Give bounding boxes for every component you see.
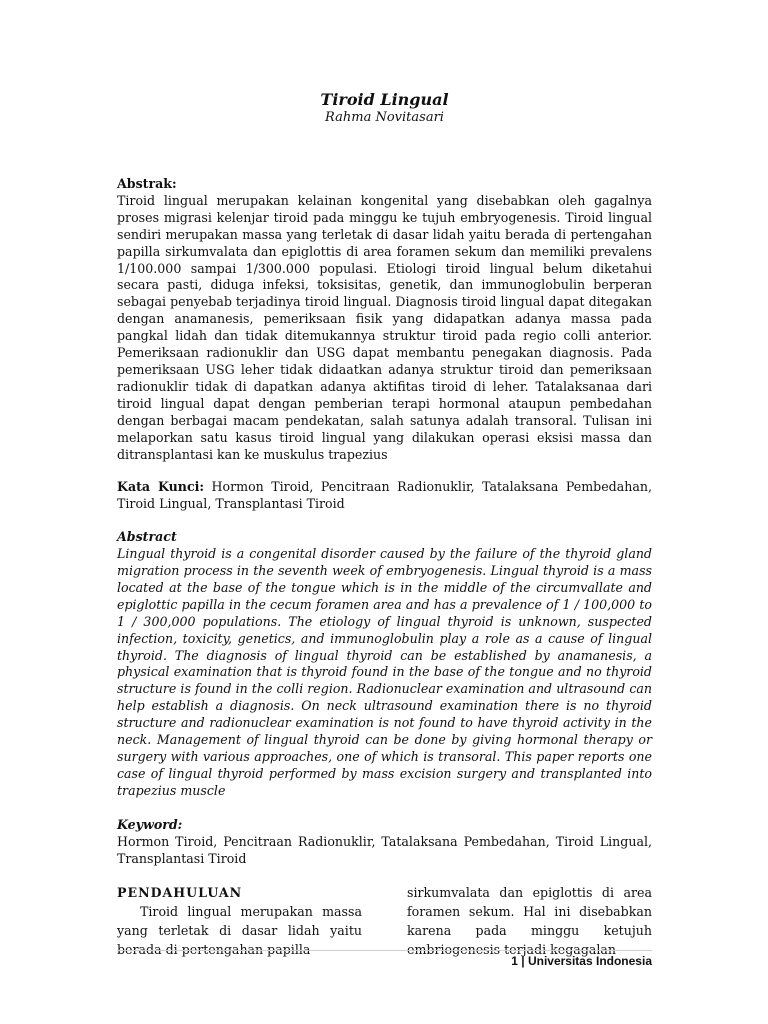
keyword-heading: Keyword: — [117, 816, 183, 832]
abstrak-section — [117, 176, 652, 463]
kata-kunci-text: Hormon Tiroid, Pencitraan Radionuklir, Tatalaksana Pembedahan, Tiroid Lingual, Transplantasi Tiroid — [117, 479, 652, 512]
abstrak-heading: Abstrak: — [117, 176, 177, 191]
footer-page-label: 1 | Universitas Indonesia — [511, 954, 652, 968]
pendahuluan-columns — [117, 883, 652, 959]
keyword-section — [117, 817, 652, 868]
pendahuluan-text-right: sirkumvalata dan epiglottis di area foramen sekum. Hal ini disebabkan karena pada minggu ketujuh embriogenesis terjadi kegagalan — [407, 885, 652, 958]
kata-kunci-section — [117, 479, 652, 513]
abstract-en-heading: Abstract — [117, 529, 177, 545]
kata-kunci-label: Kata Kunci: — [117, 479, 205, 495]
pendahuluan-heading: PENDAHULUAN — [117, 885, 243, 901]
pendahuluan-column-left — [117, 883, 362, 959]
page-footer — [117, 950, 652, 968]
abstract-en-text: Lingual thyroid is a congenital disorder caused by the failure of the thyroid gland migration process in the seventh week of embryogenesis. Lingual thyroid is a mass located at the base of the tongue which is in the middle of the circumvallate and epiglottic papilla in the cecum foramen area and has a prevalence of 1 / 100,000 to 1 / 300,000 populations. The etiology of lingual thyroid is unknown, suspected infection, toxicity, genetics, and immunoglobulin play a role as a cause of lingual thyroid. The diagnosis of lingual thyroid can be established by anamanesis, a physical examination that is thyroid found in the base of the tongue and no thyroid structure is found in the colli region. Radionuclear examination and ultrasound can help establish a diagnosis. On neck ultrasound examination there is no thyroid structure and radionuclear examination is not found to have thyroid activity in the neck. Management of lingual thyroid can be done by giving hormonal therapy or surgery with various approaches, one of which is transoral. This paper reports one case of lingual thyroid performed by mass excision surgery and transplanted into trapezius muscle — [117, 546, 652, 798]
paper-page — [117, 90, 652, 959]
abstrak-text: Tiroid lingual merupakan kelainan kongenital yang disebabkan oleh gagalnya proses migrasi kelenjar tiroid pada minggu ke tujuh embryogenesis. Tiroid lingual sendiri merupakan massa yang terletak di dasar lidah yaitu berada di pertengahan papilla sirkumvalata dan epiglottis di area foramen sekum dan memiliki prevalens 1/100.000 sampai 1/300.000 populasi. Etiologi tiroid lingual belum diketahui secara pasti, diduga infeksi, toksisitas, genetik, dan immunoglobulin berperan sebagai penyebab terjadinya tiroid lingual. Diagnosis tiroid lingual dapat ditegakan dengan anamanesis, pemeriksaan fisik yang didapatkan adanya massa pada pangkal lidah dan tidak ditemukannya struktur tiroid pada regio colli anterior. Pemeriksaan radionuklir dan USG dapat membantu penegakan diagnosis. Pada pemeriksaan USG leher tidak didaatkan adanya struktur tiroid dan pemeriksaan radionuklir tidak di dapatkan adanya aktifitas tiroid di leher. Tatalaksanaa dari tiroid lingual dapat dengan pemberian terapi hormonal ataupun pembedahan dengan berbagai macam pendekatan, salah satunya adalah transoral. Tulisan ini melaporkan satu kasus tiroid lingual yang dilakukan operasi eksisi massa dan ditransplantasi kan ke muskulus trapezius — [117, 192, 652, 462]
abstract-en-section — [117, 529, 652, 800]
pendahuluan-column-right — [407, 883, 652, 959]
author-name: Rahma Novitasari — [325, 110, 444, 125]
keyword-text: Hormon Tiroid, Pencitraan Radionuklir, Tatalaksana Pembedahan, Tiroid Lingual, Transplantasi Tiroid — [117, 833, 652, 866]
pendahuluan-text-left: Tiroid lingual merupakan massa yang terletak di dasar lidah yaitu berada di pertengahan papilla — [117, 904, 362, 958]
paper-title: Tiroid Lingual — [320, 90, 449, 109]
